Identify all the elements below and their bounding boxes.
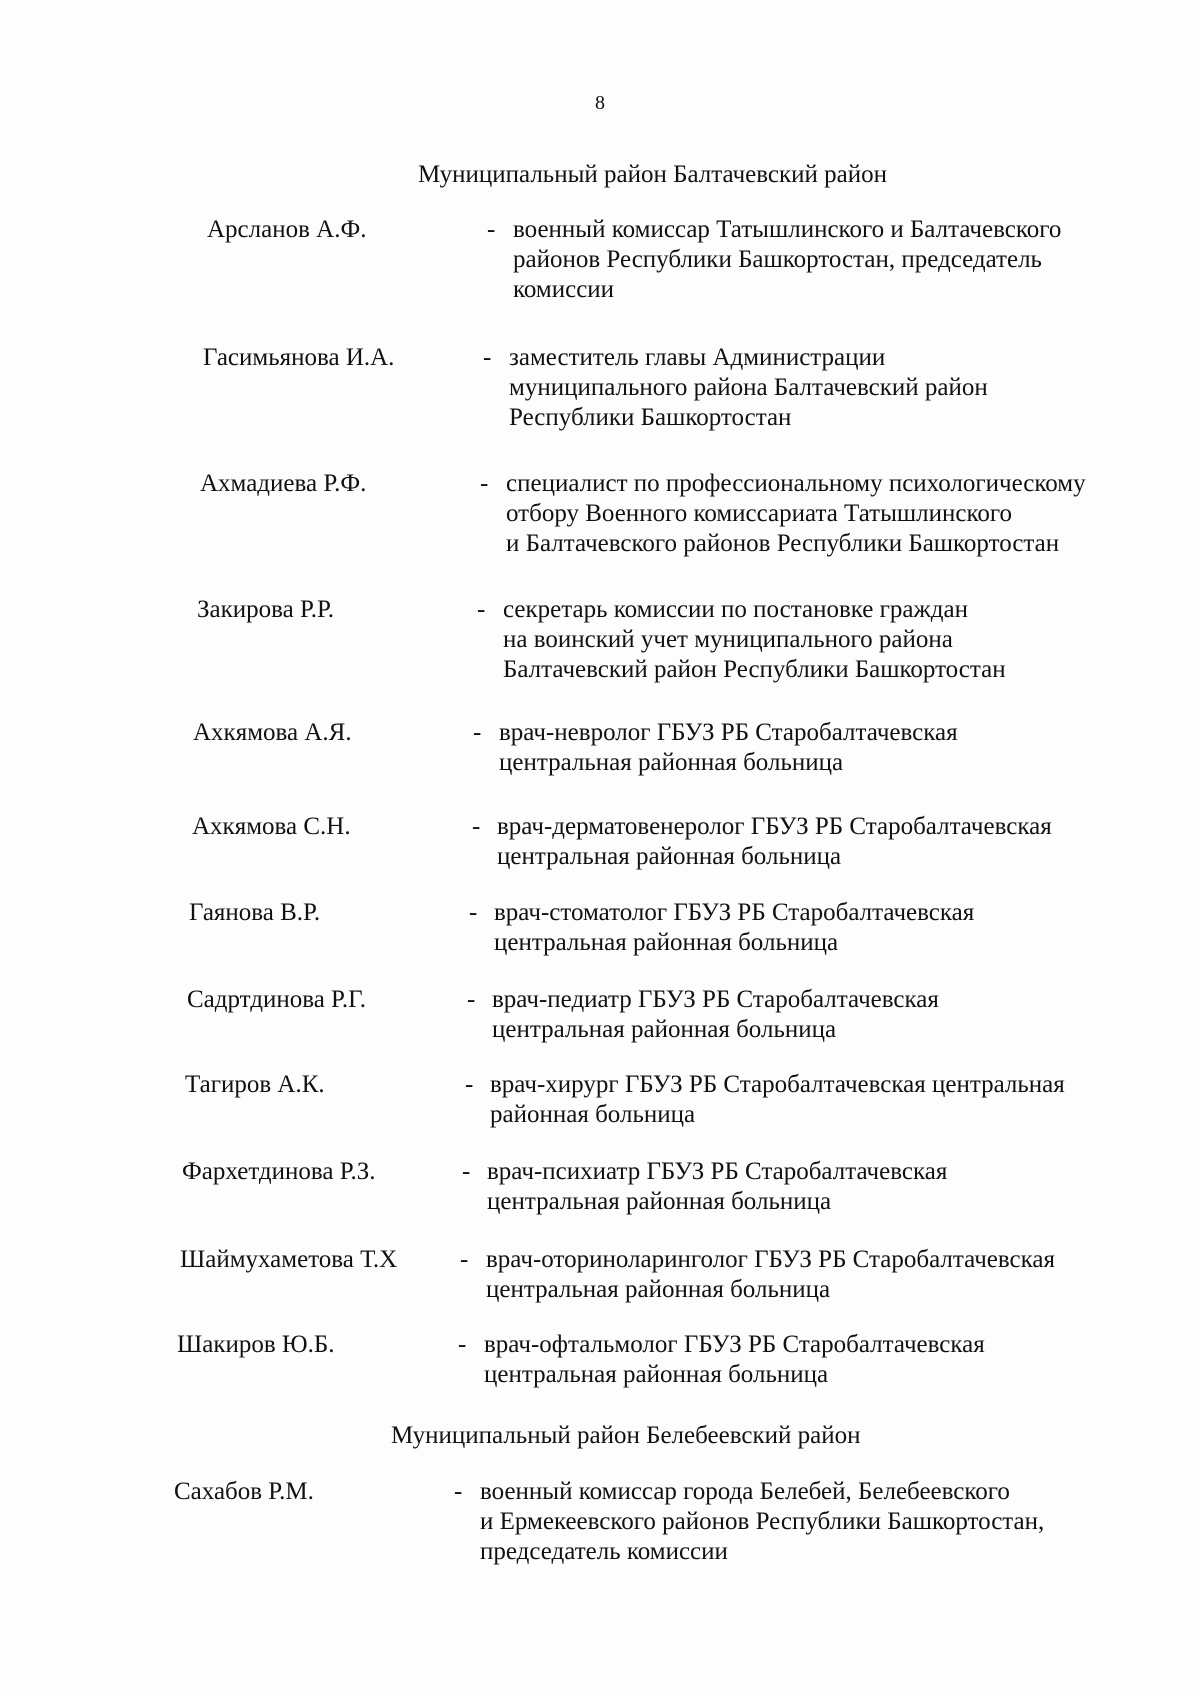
member-name: Арсланов А.Ф.	[207, 216, 367, 243]
dash: -	[460, 1246, 469, 1273]
member-description: специалист по профессиональному психологическому отбору Военного комиссариата Татышлинского и Балтачевского районов Республики Башкортостан	[506, 470, 1086, 557]
member-name: Ахкямова С.Н.	[192, 813, 351, 840]
member-name: Закирова Р.Р.	[197, 596, 335, 623]
member-name: Гасимьянова И.А.	[203, 344, 395, 371]
dash: -	[465, 1071, 474, 1098]
section-title: Муниципальный район Белебеевский район	[391, 1422, 861, 1449]
member-description: врач-невролог ГБУЗ РБ Старобалтачевская центральная районная больница	[499, 719, 958, 776]
member-description: секретарь комиссии по постановке граждан на воинский учет муниципального района Балтачевский район Республики Башкортостан	[503, 596, 1006, 683]
member-name: Садртдинова Р.Г.	[187, 986, 366, 1013]
member-description: врач-стоматолог ГБУЗ РБ Старобалтачевская центральная районная больница	[494, 899, 975, 956]
member-description: врач-психиатр ГБУЗ РБ Старобалтачевская центральная районная больница	[487, 1158, 948, 1215]
dash: -	[469, 899, 478, 926]
member-description: врач-хирург ГБУЗ РБ Старобалтачевская центральная районная больница	[490, 1071, 1065, 1128]
member-description: врач-оториноларинголог ГБУЗ РБ Старобалтачевская центральная районная больница	[486, 1246, 1055, 1303]
dash: -	[483, 344, 492, 371]
dash: -	[480, 470, 489, 497]
section-title: Муниципальный район Балтачевский район	[418, 161, 888, 188]
member-description: врач-педиатр ГБУЗ РБ Старобалтачевская центральная районная больница	[492, 986, 939, 1043]
dash: -	[467, 986, 476, 1013]
dash: -	[462, 1158, 471, 1185]
member-name: Тагиров А.К.	[185, 1071, 325, 1098]
member-name: Фархетдинова Р.З.	[182, 1158, 376, 1185]
dash: -	[458, 1331, 467, 1358]
dash: -	[487, 216, 496, 243]
dash: -	[472, 813, 481, 840]
page-number: 8	[595, 92, 605, 114]
member-description: военный комиссар Татышлинского и Балтачевского районов Республики Башкортостан, председатель комиссии	[513, 216, 1062, 303]
dash: -	[454, 1478, 463, 1505]
dash: -	[473, 719, 482, 746]
dash: -	[477, 596, 486, 623]
member-name: Сахабов Р.М.	[174, 1478, 314, 1505]
member-name: Шакиров Ю.Б.	[177, 1331, 335, 1358]
member-name: Шаймухаметова Т.Х	[180, 1246, 398, 1273]
member-name: Ахмадиева Р.Ф.	[200, 470, 367, 497]
member-description: заместитель главы Администрации муниципального района Балтачевский район Республики Башкортостан	[509, 344, 988, 431]
member-description: врач-дерматовенеролог ГБУЗ РБ Старобалтачевская центральная районная больница	[497, 813, 1052, 870]
member-name: Ахкямова А.Я.	[193, 719, 352, 746]
member-description: военный комиссар города Белебей, Белебеевского и Ермекеевского районов Республики Башкортостан, председатель комиссии	[480, 1478, 1045, 1565]
member-name: Гаянова В.Р.	[189, 899, 321, 926]
member-description: врач-офтальмолог ГБУЗ РБ Старобалтачевская центральная районная больница	[484, 1331, 985, 1388]
